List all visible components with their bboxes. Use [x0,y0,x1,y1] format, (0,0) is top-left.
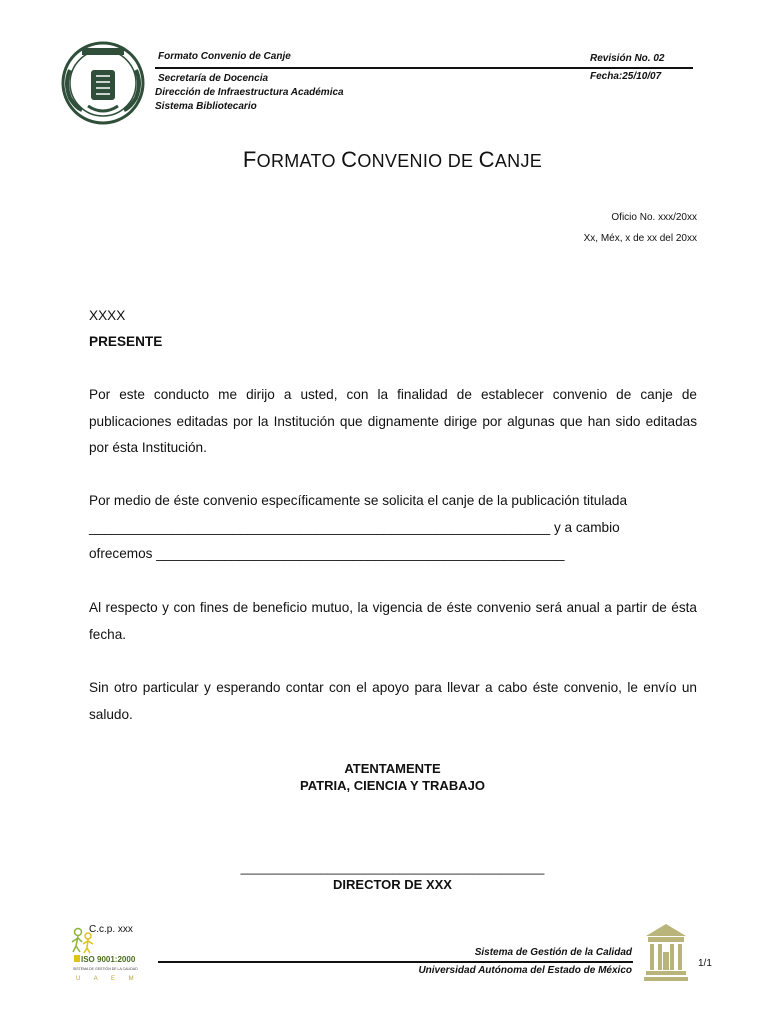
closing-atentamente: ATENTAMENTE [344,761,441,776]
iso-label: ISO 9001:2000 [81,955,136,964]
paragraph-2-line-1: Por medio de éste convenio específicamente se solicita el canje de la publicación titulada [89,493,628,508]
title-rest-3: ANJE [494,151,543,171]
form-title: Formato Convenio de Canje [158,51,291,62]
signature-line: __________________________________________ [240,860,545,875]
ccp-line: C.c.p. xxx [89,924,133,935]
revision-number: Revisión No. 02 [590,53,665,64]
header-sistema: Sistema Bibliotecario [155,101,257,112]
iso-uaem: U A E M [76,976,140,982]
place-date: Xx, Méx, x de xx del 20xx [583,233,697,244]
title-cap-2: C [341,147,358,172]
footer-university: Universidad Autónoma del Estado de México [418,965,632,976]
paragraph-2-line-3: ofrecemos ______________________________________________________ [89,546,565,561]
university-seal-logo [60,40,146,126]
header-secretaria: Secretaría de Docencia [158,73,269,84]
title-rest-2: ONVENIO DE [357,151,474,171]
oficio-number: Oficio No. xxx/20xx [611,212,697,223]
title-rest-1: ORMATO [256,151,336,171]
footer-rule [158,961,633,963]
revision-date: Fecha:25/10/07 [590,71,662,82]
paragraph-3: Al respecto y con fines de beneficio mutuo, la vigencia de éste convenio será anual a partir de ésta fecha. [89,600,697,642]
header-rule [155,67,693,69]
footer-quality-system: Sistema de Gestión de la Calidad [474,947,632,958]
title-cap-1: F [242,147,257,172]
document-title [0,147,768,173]
title-cap-3: C [478,147,495,172]
university-building-icon [644,922,688,982]
signatory-name: DIRECTOR DE XXX [333,877,452,892]
closing-motto: PATRIA, CIENCIA Y TRABAJO [300,778,485,793]
paragraph-2-line-2: _____________________________________________________________ y a cambio [89,519,620,535]
paragraph-2 [89,488,697,568]
header-direccion: Dirección de Infraestructura Académica [155,87,344,98]
paragraph-4: Sin otro particular y esperando contar con el apoyo para llevar a cabo éste convenio, le envío un saludo. [89,680,697,722]
addressee: XXXX [89,308,126,323]
presente-label: PRESENTE [89,334,163,349]
page-number: 1/1 [698,958,712,969]
paragraph-1: Por este conducto me dirijo a usted, con la finalidad de establecer convenio de canje de publicaciones editadas por la Institución que dignamente dirige por algunas que han sido editadas por ésta Institución. [89,387,697,455]
iso-subtitle: SISTEMA DE GESTIÓN DE LA CALIDAD [73,967,138,971]
